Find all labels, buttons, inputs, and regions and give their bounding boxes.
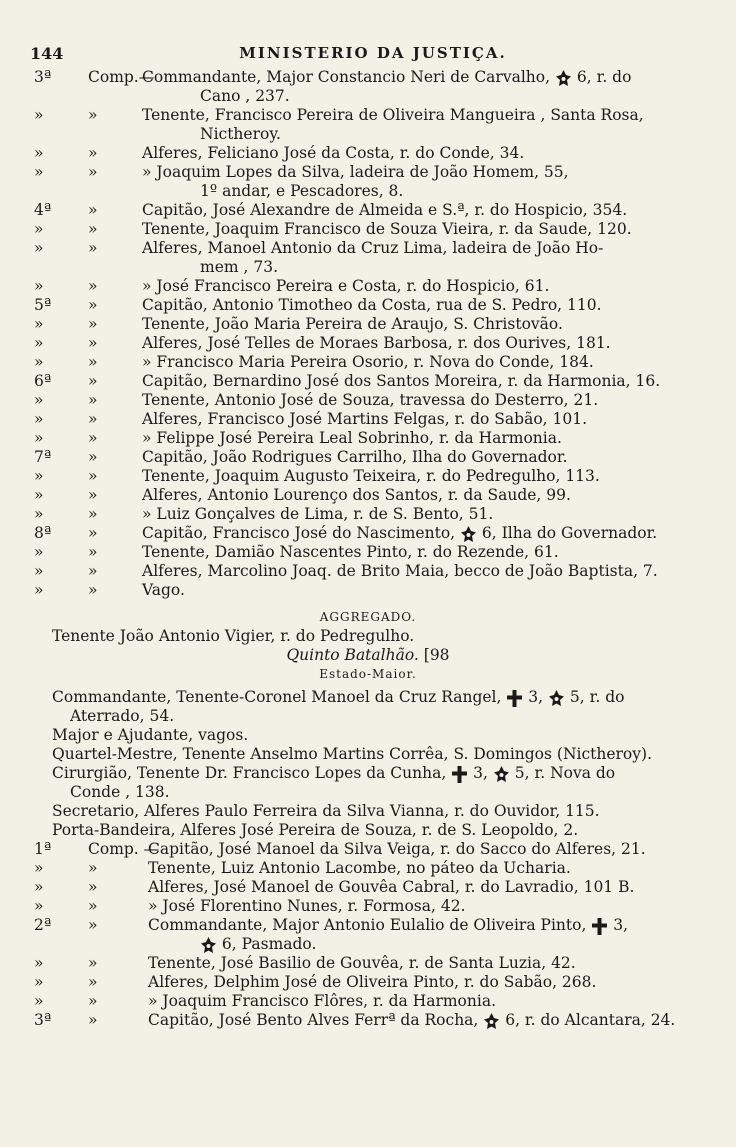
- company-number: »: [34, 878, 44, 896]
- company-label: »: [88, 505, 98, 523]
- entry: [142, 448, 568, 467]
- company-label: »: [88, 144, 98, 162]
- text-line: [0, 201, 736, 220]
- entry: [142, 524, 657, 544]
- text-line: [0, 410, 736, 429]
- order-cross-icon: [506, 689, 523, 708]
- battalion-title: Quinto Batalhão.: [286, 646, 419, 664]
- document-body: [0, 68, 736, 1030]
- aggregado-entry: Tenente João Antonio Vigier, r. do Pedregulho.: [52, 627, 415, 645]
- company-label: »: [88, 448, 98, 466]
- company-label: »: [88, 1011, 98, 1029]
- company-label: Comp. —: [88, 840, 160, 858]
- entry-text: Commandante, Tenente-Coronel Manoel da Cruz Rangel,: [52, 688, 507, 706]
- company-number: »: [34, 543, 44, 561]
- entry: [142, 144, 524, 163]
- text-line: [0, 258, 736, 277]
- text-line: [0, 1011, 736, 1030]
- entry: [148, 897, 466, 916]
- company-number: »: [34, 992, 44, 1010]
- company-number: »: [34, 315, 44, 333]
- company-label: »: [88, 562, 98, 580]
- entry: [142, 467, 600, 486]
- company-label: »: [88, 201, 98, 219]
- order-star-icon: [483, 1012, 500, 1031]
- company-number: »: [34, 467, 44, 485]
- text-line: [0, 608, 736, 627]
- company-label: »: [88, 543, 98, 561]
- company-number: 3ª: [34, 68, 52, 86]
- entry: [142, 315, 563, 334]
- text-line: [0, 916, 736, 935]
- entry-text: Capitão, João Rodrigues Carrilho, Ilha do Governador.: [142, 448, 568, 466]
- entry-continuation: [200, 935, 316, 955]
- entry: [142, 429, 562, 448]
- entry: [142, 163, 569, 182]
- entry: [142, 220, 632, 239]
- text-line: [0, 505, 736, 524]
- entry: [148, 973, 596, 992]
- text-line: [0, 182, 736, 201]
- text-line: [0, 524, 736, 543]
- entry-text: Capitão, José Alexandre de Almeida e S.ª, r. do Hospicio, 354.: [142, 201, 628, 219]
- order-star-icon: [493, 765, 510, 784]
- company-label: »: [88, 429, 98, 447]
- text-line: [0, 106, 736, 125]
- text-line: [0, 372, 736, 391]
- text-line: [0, 764, 736, 783]
- text-line: [0, 783, 736, 802]
- company-number: »: [34, 859, 44, 877]
- page-number: 144: [30, 44, 64, 63]
- text-line: [0, 935, 736, 954]
- entry-text: Alferes, José Telles de Moraes Barbosa, r. dos Ourives, 181.: [142, 334, 611, 352]
- company-label: »: [88, 916, 98, 934]
- entry: [142, 296, 602, 315]
- company-number: »: [34, 954, 44, 972]
- entry: [142, 239, 603, 258]
- entry-text: » Joaquim Francisco Flôres, r. da Harmonia.: [148, 992, 496, 1010]
- entry-text: Nictheroy.: [200, 125, 281, 143]
- entry: [142, 391, 598, 410]
- company-number: »: [34, 410, 44, 428]
- entry-text: Commandante, Major Constancio Neri de Carvalho,: [142, 68, 555, 86]
- text-line: [0, 391, 736, 410]
- entry: [142, 372, 660, 391]
- entry-text: 6, r. do Alcantara, 24.: [500, 1011, 676, 1029]
- text-line: [0, 897, 736, 916]
- company-number: 5ª: [34, 296, 52, 314]
- text-line: [0, 646, 736, 665]
- company-label: »: [88, 334, 98, 352]
- text-line: [0, 125, 736, 144]
- entry: [142, 334, 611, 353]
- company-number: »: [34, 334, 44, 352]
- entry: [52, 764, 615, 784]
- text-line: [0, 467, 736, 486]
- entry: [148, 859, 571, 878]
- text-line: [0, 859, 736, 878]
- entry-text: » Luiz Gonçalves de Lima, r. de S. Bento, 51.: [142, 505, 494, 523]
- company-label: »: [88, 581, 98, 599]
- entry-text: Tenente, Luiz Antonio Lacombe, no páteo da Ucharia.: [148, 859, 571, 877]
- entry-text: Major e Ajudante, vagos.: [52, 726, 249, 744]
- entry: [142, 505, 493, 524]
- entry: [52, 745, 652, 764]
- entry-text: Alferes, José Manoel de Gouvêa Cabral, r. do Lavradio, 101 B.: [148, 878, 635, 896]
- company-label: »: [88, 163, 98, 181]
- text-line: [0, 220, 736, 239]
- company-number: »: [34, 163, 44, 181]
- entry-text: 3,: [523, 688, 548, 706]
- entry-text: 3,: [468, 764, 493, 782]
- entry-text: Secretario, Alferes Paulo Ferreira da Silva Vianna, r. do Ouvidor, 115.: [52, 802, 600, 820]
- entry-continuation: [200, 87, 290, 106]
- entry: [142, 201, 627, 220]
- text-line: [0, 665, 736, 684]
- entry: [52, 726, 248, 745]
- entry-continuation: [200, 182, 403, 201]
- company-number: »: [34, 973, 44, 991]
- company-label: »: [88, 296, 98, 314]
- entry-text: 6, Ilha do Governador.: [477, 524, 658, 542]
- entry-text: Tenente, Joaquim Francisco de Souza Vieira, r. da Saude, 120.: [142, 220, 632, 238]
- entry: [52, 688, 624, 708]
- entry-text: Alferes, Feliciano José da Costa, r. do Conde, 34.: [142, 144, 525, 162]
- company-number: 7ª: [34, 448, 52, 466]
- company-label: »: [88, 106, 98, 124]
- running-title: MINISTERIO DA JUSTIÇA.: [239, 44, 507, 62]
- text-line: [0, 315, 736, 334]
- entry: [148, 1011, 675, 1031]
- company-number: 8ª: [34, 524, 52, 542]
- company-number: »: [34, 897, 44, 915]
- entry-text: Alferes, Marcolino Joaq. de Brito Maia, becco de João Baptista, 7.: [142, 562, 658, 580]
- text-line: [0, 296, 736, 315]
- entry-text: Alferes, Manoel Antonio da Cruz Lima, ladeira de João Ho-: [142, 239, 604, 257]
- text-line: [0, 581, 736, 600]
- battalion-note: [98: [423, 646, 450, 664]
- entry: [148, 992, 496, 1011]
- company-number: »: [34, 239, 44, 257]
- entry-text: 1º andar, e Pescadores, 8.: [200, 182, 404, 200]
- staff-heading: Estado-Maior.: [319, 667, 417, 681]
- text-line: [0, 992, 736, 1011]
- company-label: »: [88, 239, 98, 257]
- entry-text: » José Francisco Pereira e Costa, r. do Hospicio, 61.: [142, 277, 550, 295]
- company-label: »: [88, 220, 98, 238]
- text-line: [0, 87, 736, 106]
- entry-continuation: [70, 783, 170, 802]
- company-label: »: [88, 315, 98, 333]
- company-number: 6ª: [34, 372, 52, 390]
- company-label: »: [88, 410, 98, 428]
- entry-text: » Felippe José Pereira Leal Sobrinho, r. da Harmonia.: [142, 429, 562, 447]
- section-heading: AGGREGADO.: [319, 610, 417, 624]
- company-number: »: [34, 505, 44, 523]
- entry-text: Capitão, José Manoel da Silva Veiga, r. do Sacco do Alferes, 21.: [148, 840, 646, 858]
- order-cross-icon: [591, 917, 608, 936]
- text-line: [0, 954, 736, 973]
- text-line: [0, 448, 736, 467]
- text-line: [0, 334, 736, 353]
- entry: [148, 954, 576, 973]
- entry: [142, 581, 185, 600]
- company-number: »: [34, 429, 44, 447]
- text-line: [0, 239, 736, 258]
- company-label: »: [88, 524, 98, 542]
- entry: [142, 277, 549, 296]
- text-line: [0, 973, 736, 992]
- company-number: »: [34, 220, 44, 238]
- entry: [148, 840, 646, 859]
- entry-text: Tenente, Joaquim Augusto Teixeira, r. do Pedregulho, 113.: [142, 467, 600, 485]
- entry-text: Quartel-Mestre, Tenente Anselmo Martins Corrêa, S. Domingos (Nictheroy).: [52, 745, 652, 763]
- text-line: [0, 600, 736, 608]
- entry: [148, 916, 628, 936]
- company-number: »: [34, 562, 44, 580]
- entry-text: Cano , 237.: [200, 87, 290, 105]
- company-label: Comp.—: [88, 68, 155, 86]
- entry-text: Alferes, Francisco José Martins Felgas, r. do Sabão, 101.: [142, 410, 588, 428]
- text-line: [0, 840, 736, 859]
- order-star-icon: [548, 689, 565, 708]
- company-number: »: [34, 581, 44, 599]
- text-line: [0, 562, 736, 581]
- entry-text: Aterrado, 54.: [70, 707, 175, 725]
- entry-continuation: [70, 707, 174, 726]
- entry-text: 6, Pasmado.: [217, 935, 317, 953]
- text-line: [0, 878, 736, 897]
- company-number: 3ª: [34, 1011, 52, 1029]
- company-number: »: [34, 486, 44, 504]
- text-line: [0, 726, 736, 745]
- entry-text: Capitão, Bernardino José dos Santos Moreira, r. da Harmonia, 16.: [142, 372, 661, 390]
- company-number: 2ª: [34, 916, 52, 934]
- text-line: [0, 802, 736, 821]
- entry-continuation: [200, 125, 281, 144]
- entry-text: Capitão, Antonio Timotheo da Costa, rua de S. Pedro, 110.: [142, 296, 602, 314]
- text-line: [0, 688, 736, 707]
- order-cross-icon: [451, 765, 468, 784]
- order-star-icon: [460, 525, 477, 544]
- entry-text: Tenente, Francisco Pereira de Oliveira Mangueira , Santa Rosa,: [142, 106, 644, 124]
- company-label: »: [88, 353, 98, 371]
- entry: [142, 410, 587, 429]
- company-label: »: [88, 277, 98, 295]
- entry-text: » José Florentino Nunes, r. Formosa, 42.: [148, 897, 466, 915]
- page-header: [30, 44, 716, 66]
- company-number: 4ª: [34, 201, 52, 219]
- entry: [142, 106, 644, 125]
- order-star-icon: [200, 936, 217, 955]
- entry-text: » Joaquim Lopes da Silva, ladeira de João Homem, 55,: [142, 163, 569, 181]
- entry: [148, 878, 634, 897]
- entry-text: 3,: [608, 916, 629, 934]
- entry-text: Tenente, Damião Nascentes Pinto, r. do Rezende, 61.: [142, 543, 559, 561]
- entry-text: Capitão, José Bento Alves Ferrª da Rocha,: [148, 1011, 484, 1029]
- entry-text: Alferes, Delphim José de Oliveira Pinto, r. do Sabão, 268.: [148, 973, 597, 991]
- text-line: [0, 68, 736, 87]
- text-line: [0, 821, 736, 840]
- entry-text: Tenente, José Basilio de Gouvêa, r. de Santa Luzia, 42.: [148, 954, 576, 972]
- company-label: »: [88, 372, 98, 390]
- entry-text: » Francisco Maria Pereira Osorio, r. Nova do Conde, 184.: [142, 353, 594, 371]
- entry: [142, 68, 631, 88]
- entry-text: 6, r. do: [571, 68, 632, 86]
- entry-text: 5, r. do: [565, 688, 625, 706]
- text-line: [0, 486, 736, 505]
- entry: [142, 562, 658, 581]
- entry-text: Alferes, Antonio Lourenço dos Santos, r. da Saude, 99.: [142, 486, 571, 504]
- text-line: [0, 163, 736, 182]
- company-label: »: [88, 878, 98, 896]
- company-number: »: [34, 144, 44, 162]
- entry: [52, 802, 600, 821]
- entry: [142, 353, 594, 372]
- company-label: »: [88, 859, 98, 877]
- text-line: [0, 627, 736, 646]
- company-label: »: [88, 467, 98, 485]
- entry: [142, 543, 559, 562]
- company-label: »: [88, 897, 98, 915]
- entry: [52, 821, 578, 840]
- entry-text: Capitão, Francisco José do Nascimento,: [142, 524, 460, 542]
- entry-text: mem , 73.: [200, 258, 278, 276]
- company-label: »: [88, 486, 98, 504]
- company-label: »: [88, 992, 98, 1010]
- company-number: »: [34, 353, 44, 371]
- entry-text: Vago.: [142, 581, 185, 599]
- company-label: »: [88, 391, 98, 409]
- entry: [142, 486, 571, 505]
- entry-text: Tenente, João Maria Pereira de Araujo, S. Christovão.: [142, 315, 563, 333]
- company-number: »: [34, 391, 44, 409]
- entry-continuation: [200, 258, 278, 277]
- entry-text: 5, r. Nova do: [509, 764, 616, 782]
- order-star-icon: [555, 69, 572, 88]
- text-line: [0, 429, 736, 448]
- company-label: »: [88, 954, 98, 972]
- company-number: »: [34, 106, 44, 124]
- text-line: [0, 543, 736, 562]
- entry-text: Conde , 138.: [70, 783, 170, 801]
- text-line: [0, 707, 736, 726]
- entry-text: Commandante, Major Antonio Eulalio de Oliveira Pinto,: [148, 916, 592, 934]
- entry-text: Porta-Bandeira, Alferes José Pereira de Souza, r. de S. Leopoldo, 2.: [52, 821, 579, 839]
- battalion-title-line: [0, 646, 736, 665]
- entry-text: Tenente, Antonio José de Souza, travessa do Desterro, 21.: [142, 391, 599, 409]
- company-label: »: [88, 973, 98, 991]
- company-number: 1ª: [34, 840, 52, 858]
- text-line: [0, 144, 736, 163]
- company-number: »: [34, 277, 44, 295]
- text-line: [0, 277, 736, 296]
- text-line: [0, 353, 736, 372]
- entry-text: Cirurgião, Tenente Dr. Francisco Lopes da Cunha,: [52, 764, 452, 782]
- text-line: [0, 745, 736, 764]
